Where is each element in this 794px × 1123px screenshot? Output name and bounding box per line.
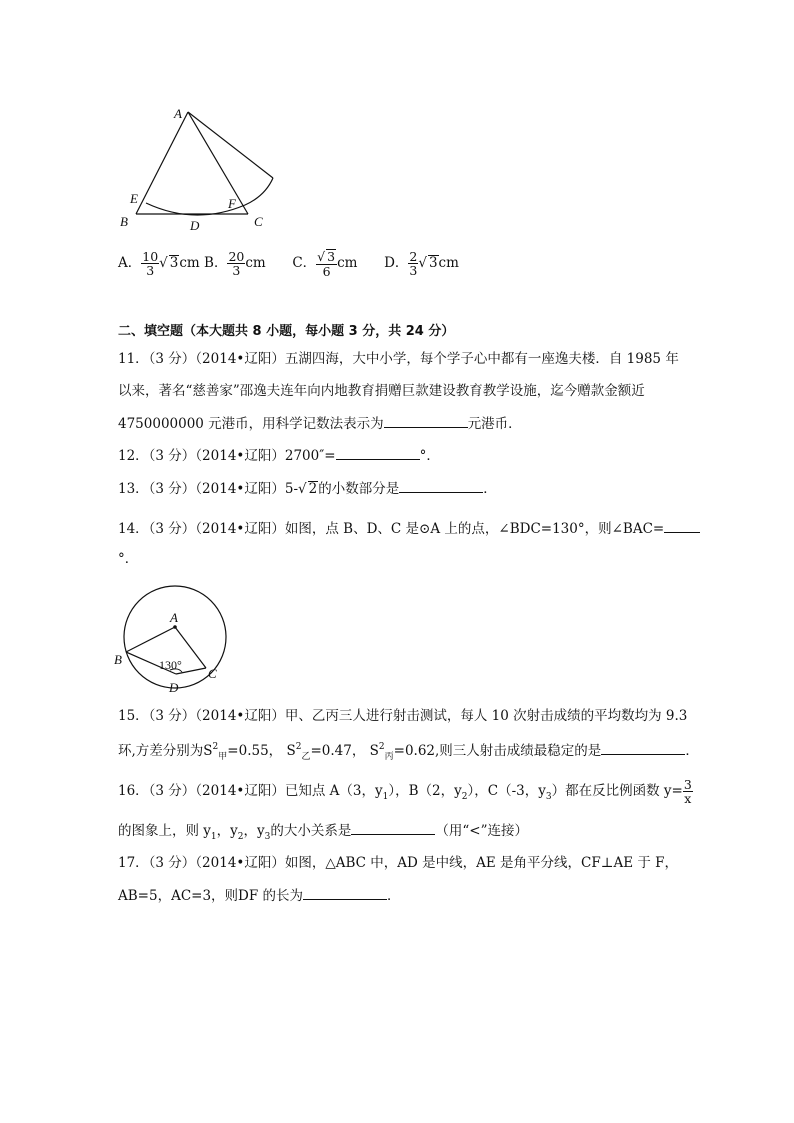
- q15-line2: 环,方差分别为$S^2_甲=0.55$， $S^2_乙=0.47$， $S^2_丙=0.62$,则三人射击成绩最稳定的是 ．: [118, 742, 699, 762]
- label-c: C: [254, 214, 263, 229]
- label-b: B: [120, 214, 128, 229]
- label-f: F: [228, 196, 236, 211]
- q16-line2: 的图象上，则 $y_1$，$y_2$，$y_3$的大小关系是 （用“<”连接）: [118, 820, 528, 843]
- answer-blank[interactable]: [303, 885, 387, 900]
- q11-line2: 以来，著名“慈善家”邵逸夫连年向内地教育捐赠巨款建设教育教学设施，迄今赠款金额近: [118, 383, 645, 399]
- q16-line1: 16．（3 分）（2014•辽阳）已知点 A（3，$y_1$），B（2，$y_2$），C（-3，$y_3$）都在反比例函数 y= $\frac{3}{x}$: [118, 777, 692, 806]
- label-e: E: [130, 191, 138, 206]
- q15-line1: 15．（3 分）（2014•辽阳）甲、乙丙三人进行射击测试，每人 10 次射击成绩的平均数均为 9.3: [118, 708, 688, 724]
- q13: 13．（3 分）（2014•辽阳）5-√ 2的小数部分是 ．: [118, 478, 497, 499]
- segment-ab: [126, 627, 175, 652]
- q10-options: [118, 249, 459, 278]
- answer-blank[interactable]: [351, 820, 435, 835]
- side-ac: [188, 112, 248, 214]
- option-a[interactable]: A． $\frac{10}{3}$ √ 3cm: [118, 249, 200, 278]
- option-b[interactable]: B． $\frac{20}{3}$ cm: [204, 249, 266, 278]
- q17-line2: AB=5，AC=3，则DF 的长为 ．: [118, 885, 401, 906]
- option-c[interactable]: C． $\frac{√ 3}{6}$ cm: [292, 249, 358, 279]
- answer-blank[interactable]: [384, 413, 468, 428]
- q11-line1: 11．（3 分）（2014•辽阳）五湖四海，大中小学，每个学子心中都有一座逸夫楼．自 1985 年: [118, 351, 679, 367]
- section-title: 二、填空题（本大题共 8 小题，每小题 3 分，共 24 分）: [118, 324, 455, 339]
- side-ab: [136, 112, 188, 214]
- q12: 12．（3 分）（2014•辽阳）2700″= °．: [118, 445, 440, 466]
- label-d: D: [169, 680, 179, 695]
- q17-line1: 17．（3 分）（2014•辽阳）如图，△ABC 中，AD 是中线，AE 是角平分线，CF⊥AE 于 F，: [118, 855, 679, 871]
- label-d: D: [190, 218, 200, 233]
- option-d[interactable]: D． $\frac{2}{3}$ √ 3cm: [384, 249, 459, 278]
- label-c: C: [208, 666, 217, 681]
- angle-label: 130°: [159, 658, 182, 672]
- answer-blank[interactable]: [399, 478, 483, 493]
- circle-figure: [112, 582, 237, 697]
- answer-blank[interactable]: [601, 740, 685, 755]
- q14-line2: °．: [118, 551, 139, 567]
- sector-radius: [188, 112, 273, 178]
- q14-line1: 14．（3 分）（2014•辽阳）如图，点 B、D、C 是⊙A 上的点，∠BDC=130°，则∠BAC=: [118, 518, 700, 539]
- answer-blank[interactable]: [664, 518, 700, 533]
- label-b: B: [114, 652, 122, 667]
- label-a: A: [170, 610, 178, 625]
- triangle-sector-figure: [110, 100, 290, 235]
- label-a: A: [174, 106, 182, 121]
- answer-blank[interactable]: [336, 445, 420, 460]
- sector-arc: [146, 178, 273, 215]
- q11-line3: 4750000000 元港币，用科学记数法表示为 元港币．: [118, 413, 522, 434]
